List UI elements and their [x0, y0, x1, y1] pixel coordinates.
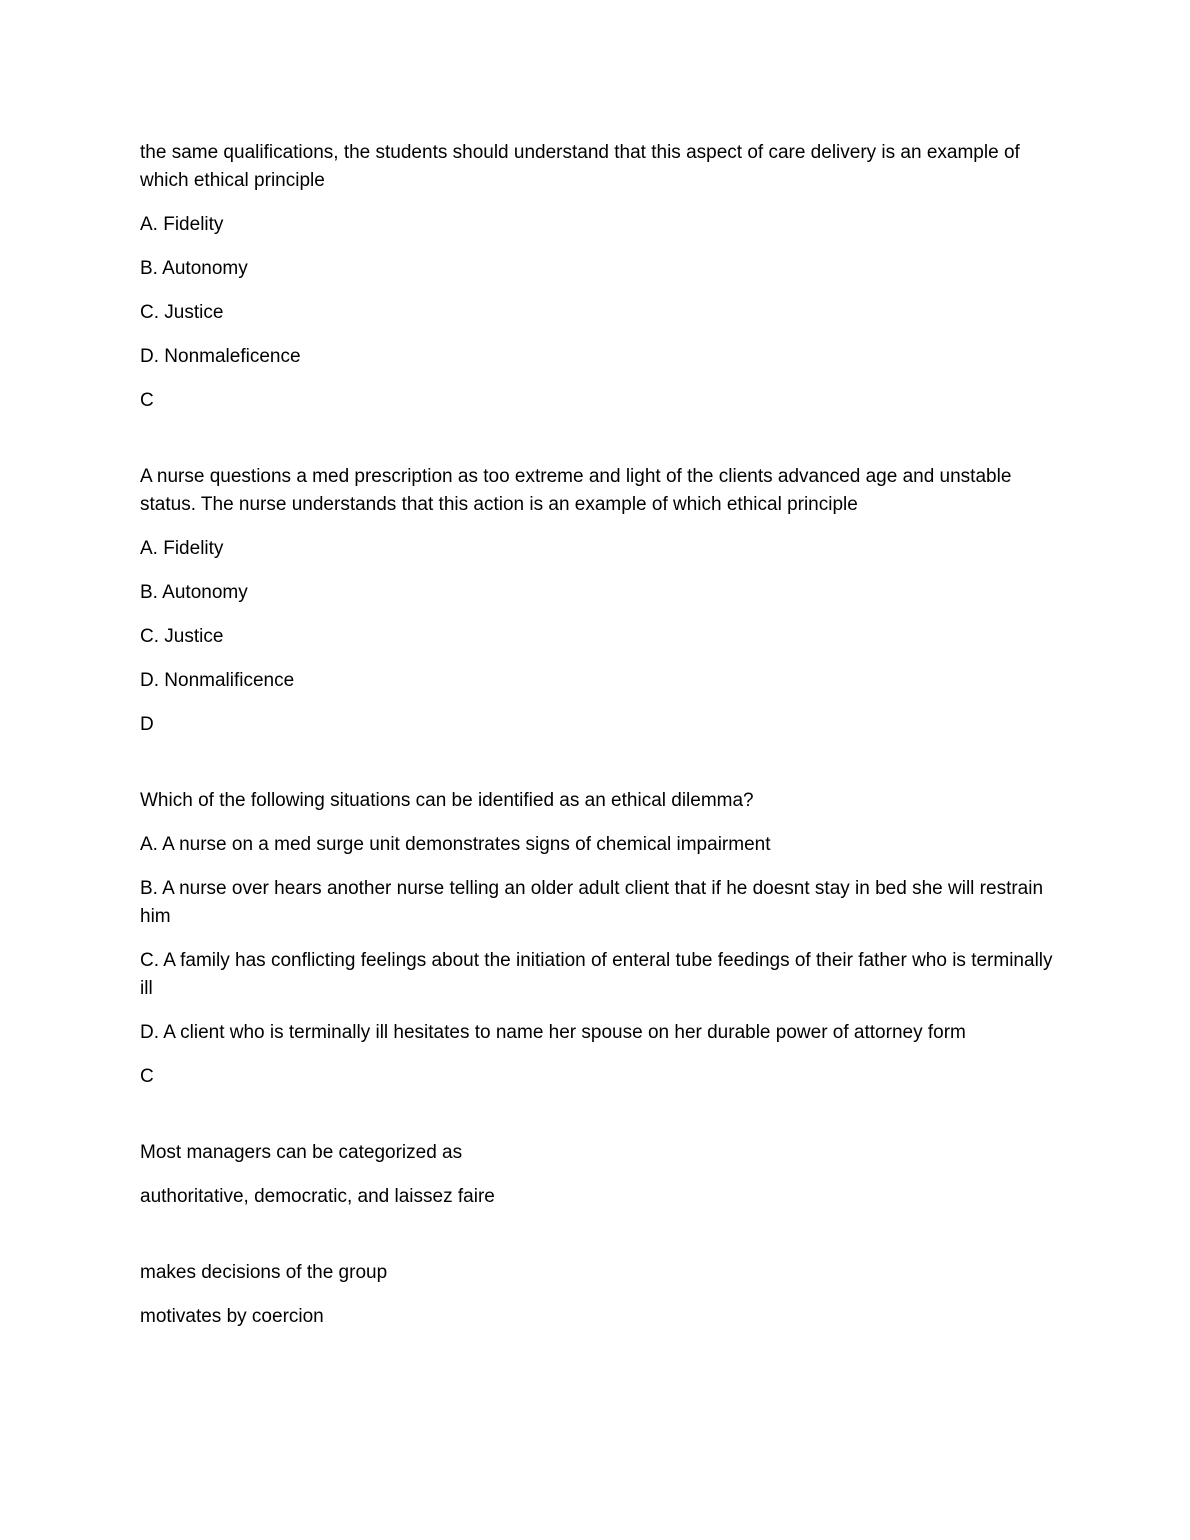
section-spacer: [140, 1107, 1055, 1139]
correct-answer: C: [140, 1066, 154, 1087]
flashcard-definition: motivates by coercion: [140, 1306, 324, 1327]
section-spacer: [140, 1227, 1055, 1259]
correct-answer: C: [140, 390, 154, 411]
correct-answer: D: [140, 714, 154, 735]
answer-option-d: D. A client who is terminally ill hesitates to name her spouse on her durable power of attorney form: [140, 1022, 966, 1043]
question-block: [140, 463, 1055, 739]
question-block: [140, 139, 1055, 415]
question-stem: the same qualifications, the students should understand that this aspect of care delivery is an example of which ethical principle: [140, 142, 1020, 191]
flashcard-block: [140, 1139, 1055, 1211]
answer-option-a: A. A nurse on a med surge unit demonstrates signs of chemical impairment: [140, 834, 771, 855]
answer-option-a: A. Fidelity: [140, 538, 224, 559]
question-block: [140, 787, 1055, 1091]
answer-option-b: B. A nurse over hears another nurse telling an older adult client that if he doesnt stay in bed she will restrain him: [140, 878, 1044, 927]
answer-option-d: D. Nonmalificence: [140, 670, 295, 691]
answer-option-b: B. Autonomy: [140, 258, 248, 279]
section-spacer: [140, 755, 1055, 787]
document-content: [140, 139, 1055, 1347]
answer-option-b: B. Autonomy: [140, 582, 248, 603]
question-stem: Which of the following situations can be identified as an ethical dilemma?: [140, 790, 754, 811]
answer-option-c: C. Justice: [140, 626, 224, 647]
flashcard-definition: authoritative, democratic, and laissez faire: [140, 1186, 495, 1207]
flashcard-term: Most managers can be categorized as: [140, 1142, 463, 1163]
answer-option-a: A. Fidelity: [140, 214, 224, 235]
question-stem: A nurse questions a med prescription as too extreme and light of the clients advanced age and unstable status. The nurse understands that this action is an example of which ethical principle: [140, 466, 1012, 515]
flashcard-term: makes decisions of the group: [140, 1262, 388, 1283]
answer-option-c: C. A family has conflicting feelings about the initiation of enteral tube feedings of their father who is terminally ill: [140, 950, 1053, 999]
flashcard-block: [140, 1259, 1055, 1331]
section-spacer: [140, 431, 1055, 463]
answer-option-c: C. Justice: [140, 302, 224, 323]
answer-option-d: D. Nonmaleficence: [140, 346, 301, 367]
